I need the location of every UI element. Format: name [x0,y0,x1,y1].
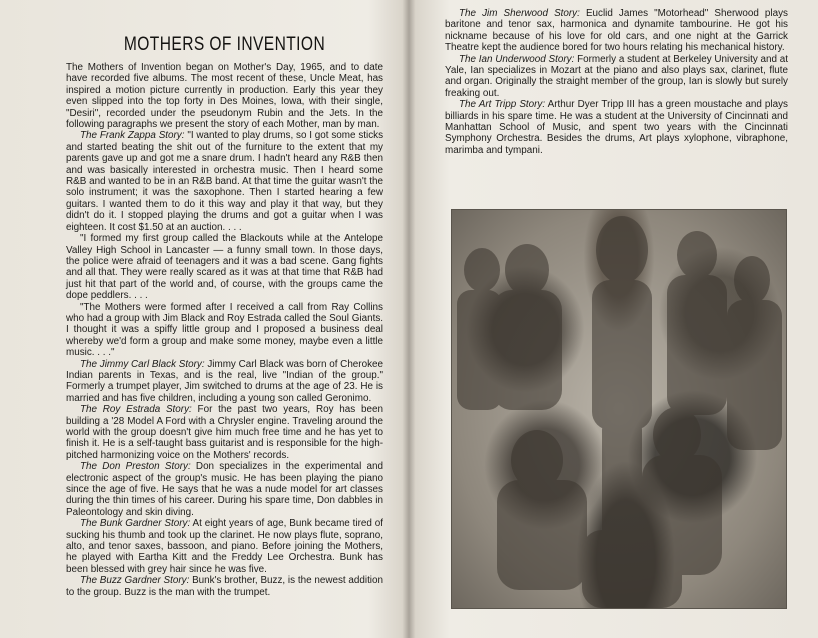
page-title: MOTHERS OF INVENTION [123,34,326,55]
paragraph [66,359,383,405]
story-title: The Bunk Gardner Story: [80,518,191,530]
story-title: The Art Tripp Story: [459,99,546,111]
story-title: The Ian Underwood Story: [459,53,575,65]
paragraph [66,575,383,598]
paragraph [66,461,383,518]
paragraph-text: Don specializes in the experimental and electronic aspect of the group's music. He has been playing the piano since the age of five. He says that he was a nude model for art classes during the thin times of his career. During his spare time, Don dabbles in Paleontology and skin diving. [66,461,383,518]
paragraph-text: At eight years of age, Bunk became tired of sucking his thumb and took up the clarinet. He now plays flute, soprano, alto, and tenor saxes, bassoon, and piano. Before joining the Mothers, he played with Eartha Kitt and the Freddy Lee Orchestra. Bunk has been blessed with grey hair since he was five. [66,518,383,575]
paragraph-text: Arthur Dyer Tripp III has a green moustache and plays billiards in his spare time. He was a student at the University of Cincinnati and Manhattan School of Music, and spent two years with the Cincinnati Symphony Orchestra. Besides the drums, Art plays xylophone, vibraphone, marimba and tympani. [445,99,788,156]
paragraph-text: "The Mothers were formed after I received a call from Ray Collins who had a group with Jim Black and Roy Estrada called the Soul Giants. I thought it was a spiffy little group and I proposed a business deal whereby we'd form a group and make some money, maybe even a little music. . . ." [66,301,383,359]
band-group-photo [451,209,787,609]
paragraph [66,62,383,130]
paragraph [445,54,788,100]
paragraph [66,302,383,359]
paragraph-text: "I formed my first group called the Blackouts while at the Antelope Valley High School in Lancaster — a funny small town. In those days, the police were afraid of teenagers and it was a bad scene. Gang fights and all that. They were really scared as it was at that time that R&B had just hit that part of the world and, of course, with the groups came the dope peddlers. . . . [66,233,383,302]
paragraph-text: For the past two years, Roy has been building a '28 Model A Ford with a Chrysler engine. Traveling around the world with the group doesn't give him much free time and he has yet to finish it. He is a self-taught bass guitarist and is responsible for the high-pitched harmonizing voice on the Mothers' records. [66,404,383,461]
paragraph [445,99,788,156]
paragraph-text: "I wanted to play drums, so I got some sticks and started beating the shit out of the furniture to the extent that my parents gave up and got me a snare drum. I hadn't heard any R&B then and was basically interested in orchestra music. Then I heard some R&B and wanted to be in an R&B band. At that time the guitar wasn't the solo instrument; it was the saxophone. Then I started hearing a few guitars. I wanted them to do it this way and play it that way, but they didn't do it. I stopped playing the drums and got a guitar when I was eighteen. It cost $1.50 at an auction. . . . [66,130,384,233]
paragraph [66,404,383,461]
story-title: The Buzz Gardner Story: [80,575,190,587]
paragraph [445,8,788,54]
left-body-text [66,62,383,598]
story-title: The Jimmy Carl Black Story: [80,358,205,370]
photo-figures [452,210,786,608]
paragraph-text: Bunk's brother, Buzz, is the newest addition to the group. Buzz is the man with the trumpet. [66,575,383,598]
paragraph-text: Euclid James "Motorhead" Sherwood plays baritone and tenor sax, harmonica and dynamite tambourine. He got his nickname because of his love for old cars, and one night at the Garrick Theatre kept the audience bored for two hours relating his mechanical history. [445,8,788,54]
paragraph [66,518,383,575]
paragraph [66,233,383,301]
paragraph-text: Formerly a student at Berkeley University and at Yale, Ian specializes in Mozart at the piano and also plays sax, clarinet, flute and organ. Originally the straight member of the group, Ian is slowly but surely freaking out. [445,53,789,99]
right-body-text [445,8,788,156]
paragraph-text: The Mothers of Invention began on Mother's Day, 1965, and to date have recorded five albums. The most recent of these, Uncle Meat, has inspired a motion picture currently in production. Early this year they even slipped into the top forty in Des Moines, Iowa, with their single, "Desiri", recorded under the pseudonym Rubin and the Jets. In the following paragraphs we present the story of each Mother, man by man. [66,62,383,131]
story-title: The Jim Sherwood Story: [459,8,580,19]
paragraph [66,130,383,233]
story-title: The Don Preston Story: [80,461,191,473]
paragraph-text: Jimmy Carl Black was born of Cherokee Indian parents in Texas, and is the real, live "Indian of the group." Formerly a trumpet player, Jim switched to drums at the age of 23. He is married and has five children, including a young son called Geronimo. [66,358,384,404]
story-title: The Roy Estrada Story: [80,404,192,416]
story-title: The Frank Zappa Story: [80,130,185,142]
